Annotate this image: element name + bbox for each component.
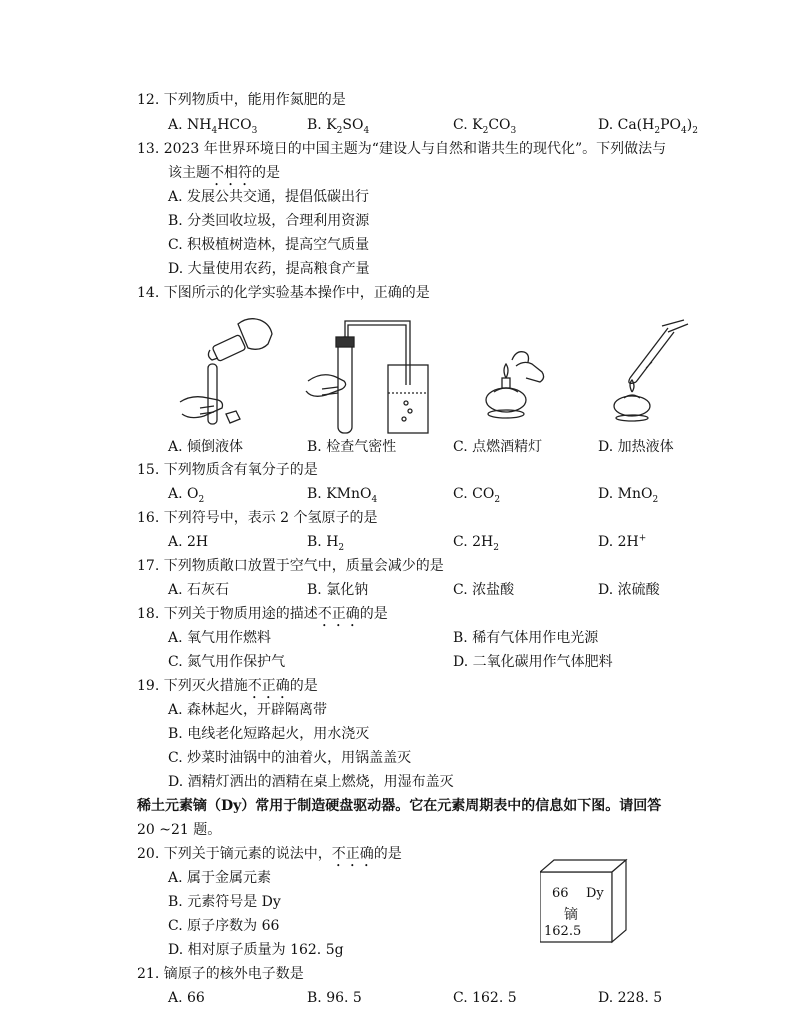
pouring-liquid-figure <box>170 312 290 437</box>
q14-option-b: B. 检查气密性 <box>307 439 397 455</box>
q18-option-c: C. 氮气用作保护气 <box>168 654 286 670</box>
heating-liquid-figure <box>602 318 692 428</box>
q15-option-b: B. KMnO$_4$ <box>307 486 378 505</box>
q13-stem: 13. 2023 年世界环境日的中国主题为“建设人与自然和谐共生的现代化”。下列做法与 <box>137 141 667 157</box>
lighting-alcohol-lamp-figure <box>476 330 556 430</box>
q16-stem: 16. 下列符号中，表示 2 个氢原子的是 <box>137 510 378 526</box>
element-tile <box>540 858 632 944</box>
q21-stem: 21. 镝原子的核外电子数是 <box>137 966 304 982</box>
airtightness-check-figure <box>300 315 430 440</box>
q21-option-b: B. 96. 5 <box>307 990 362 1006</box>
q18-stem: 18. 下列关于物质用途的描述不正确的是 <box>137 606 388 622</box>
q18-option-d: D. 二氧化碳用作气体肥料 <box>453 654 613 670</box>
passage-intro: 稀土元素镝（Dy）常用于制造硬盘驱动器。它在元素周期表中的信息如下图。请回答 <box>137 798 662 814</box>
q12-option-d: D. $Ca(H_2PO_4)_2$ <box>598 117 698 136</box>
q18-option-a: A. 氧气用作燃料 <box>168 630 272 646</box>
q13-option-b: B. 分类回收垃圾，合理利用资源 <box>168 213 370 229</box>
q12-option-c: C. $K_2CO_3$ <box>453 117 517 136</box>
q13-option-a: A. 发展公共交通，提倡低碳出行 <box>168 189 370 205</box>
q14-option-a: A. 倾倒液体 <box>168 439 244 455</box>
element-symbol: Dy <box>586 886 604 901</box>
q12-option-b: B. $K_2SO_4$ <box>307 117 370 136</box>
q19-option-b: B. 电线老化短路起火，用水浇灭 <box>168 726 370 742</box>
q21-option-a: A. 66 <box>168 990 205 1006</box>
q19-option-d: D. 酒精灯洒出的酒精在桌上燃烧，用湿布盖灭 <box>168 774 454 790</box>
atomic-number: 66 <box>552 886 569 901</box>
q14-option-c: C. 点燃酒精灯 <box>453 439 543 455</box>
q15-option-c: C. $CO_2$ <box>453 486 501 505</box>
q20-stem: 20. 下列关于镝元素的说法中，不正确的是 <box>137 846 402 862</box>
element-name: 镝 <box>564 907 578 923</box>
q13-stem-continued: 该主题不相符的是 <box>168 165 280 181</box>
q19-stem: 19. 下列灭火措施不正确的是 <box>137 678 318 694</box>
q17-option-d: D. 浓硫酸 <box>598 582 660 598</box>
q17-stem: 17. 下列物质敞口放置于空气中，质量会减少的是 <box>137 558 444 574</box>
q15-option-d: D. MnO$_2$ <box>598 486 659 505</box>
q12-stem: 12. 下列物质中，能用作氮肥的是 <box>137 92 346 108</box>
q14-stem: 14. 下图所示的化学实验基本操作中，正确的是 <box>137 285 430 301</box>
q19-option-c: C. 炒菜时油锅中的油着火，用锅盖盖灭 <box>168 750 412 766</box>
q19-option-a: A. 森林起火，开辟隔离带 <box>168 702 328 718</box>
q16-option-c: C. $2H_2$ <box>453 534 499 553</box>
q17-option-a: A. 石灰石 <box>168 582 230 598</box>
q15-option-a: A. $O_2$ <box>168 486 205 505</box>
q16-option-b: B. $H_2$ <box>307 534 345 553</box>
q12-option-a: A. $NH_4HCO_3$ <box>168 117 258 136</box>
q16-option-a: A. 2H <box>168 534 209 550</box>
q21-option-d: D. 228. 5 <box>598 990 663 1006</box>
q21-option-c: C. 162. 5 <box>453 990 517 1006</box>
q17-option-c: C. 浓盐酸 <box>453 582 515 598</box>
q15-stem: 15. 下列物质含有氧分子的是 <box>137 462 318 478</box>
q20-option-c: C. 原子序数为 66 <box>168 918 280 934</box>
q14-option-d: D. 加热液体 <box>598 439 674 455</box>
atomic-mass: 162.5 <box>544 924 582 939</box>
q16-option-d: D. 2H+ <box>598 533 647 550</box>
q13-option-d: D. 大量使用农药，提高粮食产量 <box>168 261 370 277</box>
q13-option-c: C. 积极植树造林，提高空气质量 <box>168 237 370 253</box>
q17-option-b: B. 氯化钠 <box>307 582 369 598</box>
q20-option-d: D. 相对原子质量为 162. 5g <box>168 942 344 958</box>
passage-intro-continued: 20 ~21 题。 <box>137 822 222 838</box>
q20-option-b: B. 元素符号是 Dy <box>168 894 281 910</box>
q20-option-a: A. 属于金属元素 <box>168 870 272 886</box>
q18-option-b: B. 稀有气体用作电光源 <box>453 630 599 646</box>
